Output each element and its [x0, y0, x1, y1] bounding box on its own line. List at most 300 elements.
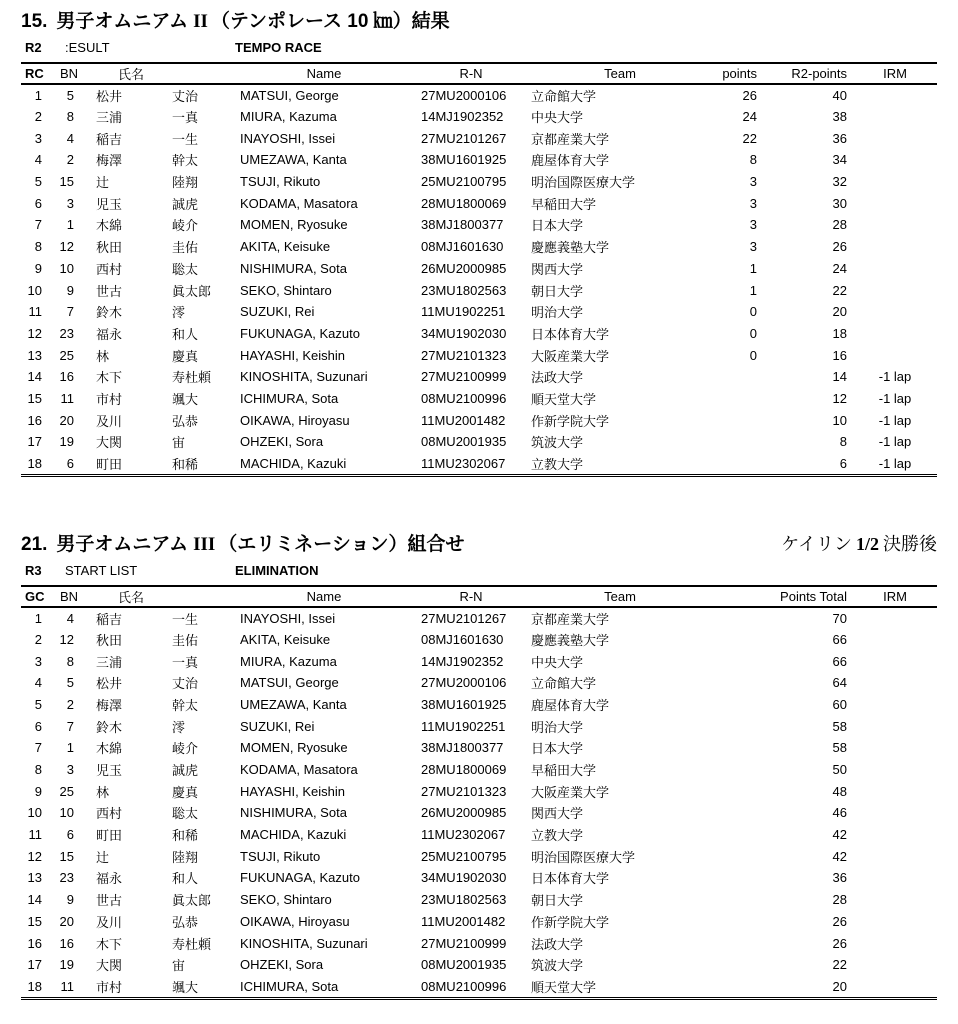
- name-cell: KODAMA, Masatora: [240, 195, 358, 211]
- table-row: [21, 694, 937, 716]
- rn-cell: 08MJ1601630: [421, 631, 504, 647]
- points-cell: [712, 431, 763, 453]
- points-cell: [712, 409, 763, 431]
- irm-cell: [853, 780, 937, 802]
- rn-cell: 38MU1601925: [421, 152, 507, 168]
- r2points-cell: 26: [832, 239, 848, 255]
- column-header-shimei: 氏名: [118, 589, 145, 605]
- r2points-cell: 34: [832, 152, 848, 168]
- given-cell: 慶真: [172, 348, 199, 364]
- family-cell: 西村: [96, 806, 123, 822]
- points-cell: 3: [749, 174, 758, 190]
- irm-cell: [853, 824, 937, 846]
- table-row: [21, 431, 937, 453]
- family-cell: 秋田: [96, 632, 123, 648]
- rank-cell: 1: [34, 87, 42, 103]
- given-cell: 宙: [172, 958, 186, 974]
- table-row: [21, 629, 937, 651]
- given-cell: 誠虎: [172, 763, 199, 779]
- name-cell: UMEZAWA, Kanta: [240, 152, 347, 168]
- name-cell: MATSUI, George: [240, 87, 339, 103]
- rank-cell: 11: [28, 827, 42, 843]
- points_total-cell: 36: [832, 870, 848, 886]
- family-cell: 稲吉: [96, 131, 123, 147]
- name-cell: MACHIDA, Kazuki: [240, 456, 347, 472]
- rank-cell: 16: [27, 412, 42, 428]
- rank-cell: 7: [34, 217, 42, 233]
- section1-subheader: [21, 40, 937, 59]
- table-bottom-rule: [21, 474, 937, 477]
- rn-cell: 08MU2100996: [421, 390, 507, 406]
- column-header-points_total: Points Total: [780, 588, 848, 604]
- right-note-fraction: 1/2: [855, 533, 879, 554]
- team-cell: 作新学院大学: [531, 413, 610, 429]
- irm-cell: -1 lap: [878, 369, 912, 385]
- given-cell: 寿杜頼: [172, 936, 212, 952]
- section-elimination-start-list: [21, 529, 937, 1000]
- given-cell: 幹太: [172, 697, 199, 713]
- family-cell: 稲吉: [96, 611, 123, 627]
- table-row: [21, 236, 937, 258]
- bn-cell: 9: [66, 892, 74, 908]
- team-cell: 順天堂大学: [531, 391, 597, 407]
- given-cell: 慶真: [172, 784, 199, 800]
- table-header-row: [21, 586, 937, 607]
- family-cell: 世古: [96, 283, 123, 299]
- table-row: [21, 258, 937, 280]
- section2-title-race-detail: （エリミネーション）組合せ: [218, 533, 465, 555]
- irm-cell: -1 lap: [878, 390, 912, 406]
- bn-cell: 20: [59, 412, 74, 428]
- section1-title: [21, 6, 450, 33]
- table-bottom-rule: [21, 997, 937, 1000]
- table-row: [21, 759, 937, 781]
- given-cell: 圭佑: [172, 240, 199, 256]
- column-header-irm: IRM: [883, 588, 907, 604]
- name-cell: SUZUKI, Rei: [240, 718, 315, 734]
- family-cell: 梅澤: [96, 697, 123, 713]
- team-cell: 順天堂大学: [531, 979, 597, 995]
- bn-cell: 12: [59, 631, 74, 647]
- rn-cell: 11MU2001482: [421, 913, 506, 929]
- name-cell: INAYOSHI, Issei: [240, 130, 336, 146]
- r2points-cell: 30: [832, 195, 848, 211]
- rn-cell: 34MU1902030: [421, 870, 507, 886]
- name-cell: MOMEN, Ryosuke: [240, 740, 348, 756]
- irm-cell: -1 lap: [878, 434, 912, 450]
- team-cell: 法政大学: [531, 370, 584, 386]
- family-cell: 林: [96, 784, 110, 800]
- family-cell: 町田: [96, 457, 123, 473]
- points-cell: [712, 366, 763, 388]
- family-cell: 松井: [96, 676, 123, 692]
- bn-cell: 25: [59, 783, 74, 799]
- rn-cell: 23MU1802563: [421, 892, 507, 908]
- table-row: [21, 127, 937, 149]
- irm-cell: [853, 106, 937, 128]
- table-row: [21, 976, 937, 998]
- table-row: [21, 672, 937, 694]
- r2points-cell: 12: [832, 390, 848, 406]
- family-cell: 福永: [96, 871, 123, 887]
- family-cell: 市村: [96, 979, 123, 995]
- column-header-irm: IRM: [883, 66, 907, 81]
- irm-cell: [853, 715, 937, 737]
- bn-cell: 11: [60, 978, 74, 994]
- given-cell: 一真: [172, 654, 199, 670]
- rank-cell: 18: [27, 456, 42, 472]
- column-header-team: Team: [604, 66, 636, 81]
- points-cell: [712, 388, 763, 410]
- rank-cell: 3: [34, 653, 42, 669]
- name-cell: MIURA, Kazuma: [240, 653, 337, 669]
- bn-cell: 1: [66, 217, 74, 233]
- rank-cell: 3: [34, 130, 42, 146]
- table-row: [21, 607, 937, 629]
- family-cell: 辻: [96, 175, 110, 191]
- bn-cell: 8: [66, 653, 74, 669]
- family-cell: 辻: [96, 849, 110, 865]
- section2-title-right-note: [781, 530, 937, 556]
- bn-cell: 2: [66, 152, 74, 168]
- points_total-cell: 50: [832, 762, 848, 778]
- bn-cell: 10: [59, 805, 74, 821]
- r2points-cell: 14: [832, 369, 848, 385]
- points-cell: 22: [742, 130, 758, 146]
- column-header-bn: BN: [60, 66, 79, 81]
- team-cell: 中央大学: [531, 654, 584, 670]
- section1-title-race-detail: （テンポレース 10 ㎞）結果: [210, 11, 450, 32]
- rank-cell: 7: [34, 740, 42, 756]
- family-cell: 木下: [96, 370, 123, 386]
- irm-cell: [853, 932, 937, 954]
- family-cell: 秋田: [96, 240, 123, 256]
- bn-cell: 7: [66, 718, 74, 734]
- rn-cell: 08MU2001935: [421, 957, 507, 973]
- rank-cell: 1: [34, 610, 42, 626]
- team-cell: 関西大学: [531, 806, 584, 822]
- points-cell: 1: [749, 282, 758, 298]
- bn-cell: 9: [66, 282, 74, 298]
- bn-cell: 19: [59, 957, 74, 973]
- points-cell: 3: [749, 217, 758, 233]
- elimination-start-list-table: [21, 585, 937, 997]
- team-cell: 法政大学: [531, 936, 584, 952]
- bn-cell: 5: [66, 87, 74, 103]
- irm-cell: [853, 867, 937, 889]
- rn-cell: 27MU2101267: [421, 130, 507, 146]
- name-cell: AKITA, Keisuke: [240, 631, 331, 647]
- rn-cell: 27MU2000106: [421, 675, 507, 691]
- family-cell: 林: [96, 348, 110, 364]
- points_total-cell: 22: [832, 957, 848, 973]
- team-cell: 立命館大学: [531, 676, 597, 692]
- table-row: [21, 279, 937, 301]
- section1-title-event: 男子オムニアム: [56, 11, 189, 32]
- given-cell: 寿杜頼: [172, 370, 212, 386]
- rn-cell: 38MJ1800377: [421, 740, 504, 756]
- section2-title-event: 男子オムニアム: [56, 533, 189, 555]
- rank-cell: 6: [34, 718, 42, 734]
- family-cell: 及川: [96, 914, 123, 930]
- column-header-rn: R-N: [459, 66, 483, 81]
- team-cell: 筑波大学: [531, 435, 584, 451]
- section2-title-number: 21.: [21, 533, 48, 555]
- name-cell: OIKAWA, Hiroyasu: [240, 913, 350, 929]
- bn-cell: 6: [66, 456, 74, 472]
- irm-cell: [853, 192, 937, 214]
- team-cell: 関西大学: [531, 261, 584, 277]
- bn-cell: 10: [59, 260, 74, 276]
- given-cell: 澪: [172, 719, 186, 735]
- team-cell: 立命館大学: [531, 88, 597, 104]
- name-cell: KINOSHITA, Suzunari: [240, 935, 368, 951]
- points_total-cell: 20: [832, 978, 848, 994]
- rn-cell: 08MU2001935: [421, 434, 507, 450]
- bn-cell: 11: [60, 390, 74, 406]
- table-row: [21, 780, 937, 802]
- bn-cell: 19: [59, 434, 74, 450]
- team-cell: 明治国際医療大学: [531, 849, 636, 865]
- family-cell: 鈴木: [96, 305, 123, 321]
- family-cell: 大関: [96, 958, 123, 974]
- right-note-event: ケイリン: [781, 533, 852, 554]
- points_total-cell: 26: [832, 935, 848, 951]
- name-cell: MACHIDA, Kazuki: [240, 827, 347, 843]
- column-header-r2points: R2-points: [791, 66, 848, 81]
- rank-cell: 11: [28, 304, 42, 320]
- rn-cell: 14MJ1902352: [421, 653, 504, 669]
- section2-title: [21, 529, 465, 556]
- table-row: [21, 171, 937, 193]
- rank-cell: 18: [27, 978, 42, 994]
- family-cell: 鈴木: [96, 719, 123, 735]
- team-cell: 明治大学: [531, 719, 584, 735]
- rn-cell: 27MU2000106: [421, 87, 507, 103]
- column-header-name: Name: [306, 588, 342, 604]
- points-cell: 0: [749, 325, 758, 341]
- team-cell: 京都産業大学: [531, 131, 610, 147]
- rank-cell: 8: [34, 762, 42, 778]
- table-row: [21, 301, 937, 323]
- rank-cell: 10: [27, 805, 42, 821]
- bn-cell: 15: [59, 848, 74, 864]
- column-header-team: Team: [604, 588, 636, 604]
- points-cell: 26: [742, 87, 758, 103]
- table-row: [21, 932, 937, 954]
- family-cell: 木下: [96, 936, 123, 952]
- given-cell: 眞太郎: [172, 893, 212, 909]
- irm-cell: [853, 759, 937, 781]
- section2-title-roman-numeral: III: [193, 533, 216, 555]
- given-cell: 宙: [172, 435, 186, 451]
- points-cell: 3: [749, 195, 758, 211]
- bn-cell: 3: [66, 762, 74, 778]
- irm-cell: [853, 344, 937, 366]
- bn-cell: 6: [66, 827, 74, 843]
- table-row: [21, 954, 937, 976]
- table-row: [21, 911, 937, 933]
- column-header-rank: RC: [25, 66, 44, 81]
- name-cell: SEKO, Shintaro: [240, 282, 332, 298]
- name-cell: FUKUNAGA, Kazuto: [240, 870, 360, 886]
- bn-cell: 16: [59, 935, 74, 951]
- irm-cell: [853, 802, 937, 824]
- column-header-rn: R-N: [459, 588, 483, 604]
- given-cell: 崚介: [172, 218, 199, 234]
- family-cell: 及川: [96, 413, 123, 429]
- given-cell: 圭佑: [172, 632, 199, 648]
- family-cell: 木綿: [96, 741, 123, 757]
- table-row: [21, 650, 937, 672]
- irm-cell: [853, 607, 937, 629]
- name-cell: OHZEKI, Sora: [240, 957, 324, 973]
- team-cell: 京都産業大学: [531, 611, 610, 627]
- points_total-cell: 42: [832, 848, 848, 864]
- rn-cell: 11MU2302067: [421, 456, 506, 472]
- section2-subheader: [21, 563, 937, 582]
- rank-cell: 5: [34, 174, 42, 190]
- rank-cell: 13: [27, 870, 42, 886]
- bn-cell: 8: [66, 109, 74, 125]
- points-cell: 3: [749, 239, 758, 255]
- given-cell: 颯大: [172, 979, 199, 995]
- rank-cell: 10: [27, 282, 42, 298]
- rn-cell: 08MJ1601630: [421, 239, 504, 255]
- rank-cell: 17: [27, 957, 42, 973]
- table-row: [21, 323, 937, 345]
- section1-title-roman-numeral: II: [193, 11, 208, 32]
- table-row: [21, 453, 937, 475]
- table-row: [21, 106, 937, 128]
- table-row: [21, 867, 937, 889]
- points-cell: [712, 453, 763, 475]
- right-note-suffix: 決勝後: [883, 533, 937, 554]
- bn-cell: 16: [59, 369, 74, 385]
- rn-cell: 11MU1902251: [421, 718, 506, 734]
- given-cell: 一生: [172, 131, 199, 147]
- bn-cell: 25: [59, 347, 74, 363]
- table-row: [21, 715, 937, 737]
- irm-cell: [853, 127, 937, 149]
- rn-cell: 23MU1802563: [421, 282, 507, 298]
- points_total-cell: 64: [832, 675, 848, 691]
- irm-cell: [853, 149, 937, 171]
- bn-cell: 23: [59, 870, 74, 886]
- irm-cell: [853, 737, 937, 759]
- rank-cell: 13: [27, 347, 42, 363]
- name-cell: OIKAWA, Hiroyasu: [240, 412, 350, 428]
- name-cell: KINOSHITA, Suzunari: [240, 369, 368, 385]
- table-row: [21, 366, 937, 388]
- team-cell: 鹿屋体育大学: [531, 153, 610, 169]
- rn-cell: 26MU2000985: [421, 805, 507, 821]
- team-cell: 明治国際医療大学: [531, 175, 636, 191]
- bn-cell: 5: [66, 675, 74, 691]
- irm-cell: [853, 694, 937, 716]
- team-cell: 慶應義塾大学: [531, 240, 610, 256]
- irm-cell: [853, 279, 937, 301]
- rank-cell: 4: [34, 152, 42, 168]
- race-round-label: START LIST: [65, 562, 138, 578]
- given-cell: 和稀: [172, 457, 199, 473]
- name-cell: MATSUI, George: [240, 675, 339, 691]
- r2points-cell: 24: [832, 260, 848, 276]
- table-row: [21, 344, 937, 366]
- irm-cell: [853, 889, 937, 911]
- team-cell: 慶應義塾大学: [531, 632, 610, 648]
- table-row: [21, 192, 937, 214]
- family-cell: 児玉: [96, 196, 123, 212]
- rank-cell: 2: [34, 631, 42, 647]
- given-cell: 和稀: [172, 828, 199, 844]
- name-cell: ICHIMURA, Sota: [240, 978, 339, 994]
- points_total-cell: 42: [832, 827, 848, 843]
- table-row: [21, 824, 937, 846]
- column-header-rank: GC: [25, 588, 45, 604]
- team-cell: 日本大学: [531, 218, 584, 234]
- r2points-cell: 6: [839, 456, 848, 472]
- team-cell: 中央大学: [531, 110, 584, 126]
- section1-title-number: 15.: [21, 11, 48, 32]
- given-cell: 颯大: [172, 391, 199, 407]
- bn-cell: 23: [59, 325, 74, 341]
- team-cell: 明治大学: [531, 305, 584, 321]
- rn-cell: 11MU1902251: [421, 304, 506, 320]
- bn-cell: 20: [59, 913, 74, 929]
- team-cell: 筑波大学: [531, 958, 584, 974]
- irm-cell: [853, 672, 937, 694]
- tempo-race-result-table: [21, 62, 937, 474]
- irm-cell: [853, 976, 937, 998]
- rank-cell: 17: [27, 434, 42, 450]
- irm-cell: [853, 236, 937, 258]
- name-cell: HAYASHI, Keishin: [240, 347, 346, 363]
- rank-cell: 14: [27, 892, 42, 908]
- name-cell: SUZUKI, Rei: [240, 304, 315, 320]
- rn-cell: 28MU1800069: [421, 762, 507, 778]
- r2points-cell: 18: [832, 325, 848, 341]
- bn-cell: 2: [66, 696, 74, 712]
- irm-cell: -1 lap: [878, 412, 912, 428]
- points_total-cell: 66: [832, 631, 848, 647]
- name-cell: NISHIMURA, Sota: [240, 260, 347, 276]
- irm-cell: [853, 258, 937, 280]
- irm-cell: [853, 911, 937, 933]
- irm-cell: [853, 214, 937, 236]
- family-cell: 大関: [96, 435, 123, 451]
- family-cell: 世古: [96, 893, 123, 909]
- points-cell: 24: [742, 109, 758, 125]
- r2points-cell: 16: [832, 347, 848, 363]
- team-cell: 作新学院大学: [531, 914, 610, 930]
- rn-cell: 27MU2101267: [421, 610, 507, 626]
- given-cell: 崚介: [172, 741, 199, 757]
- rn-cell: 38MJ1800377: [421, 217, 504, 233]
- bn-cell: 1: [66, 740, 74, 756]
- r2points-cell: 8: [839, 434, 848, 450]
- race-round-code: R3: [25, 562, 42, 578]
- rank-cell: 8: [34, 239, 42, 255]
- given-cell: 聡太: [172, 261, 199, 277]
- irm-cell: -1 lap: [878, 456, 912, 472]
- rank-cell: 14: [27, 369, 42, 385]
- rn-cell: 27MU2101323: [421, 347, 507, 363]
- family-cell: 松井: [96, 88, 123, 104]
- r2points-cell: 32: [832, 174, 848, 190]
- family-cell: 三浦: [96, 110, 123, 126]
- name-cell: FUKUNAGA, Kazuto: [240, 325, 360, 341]
